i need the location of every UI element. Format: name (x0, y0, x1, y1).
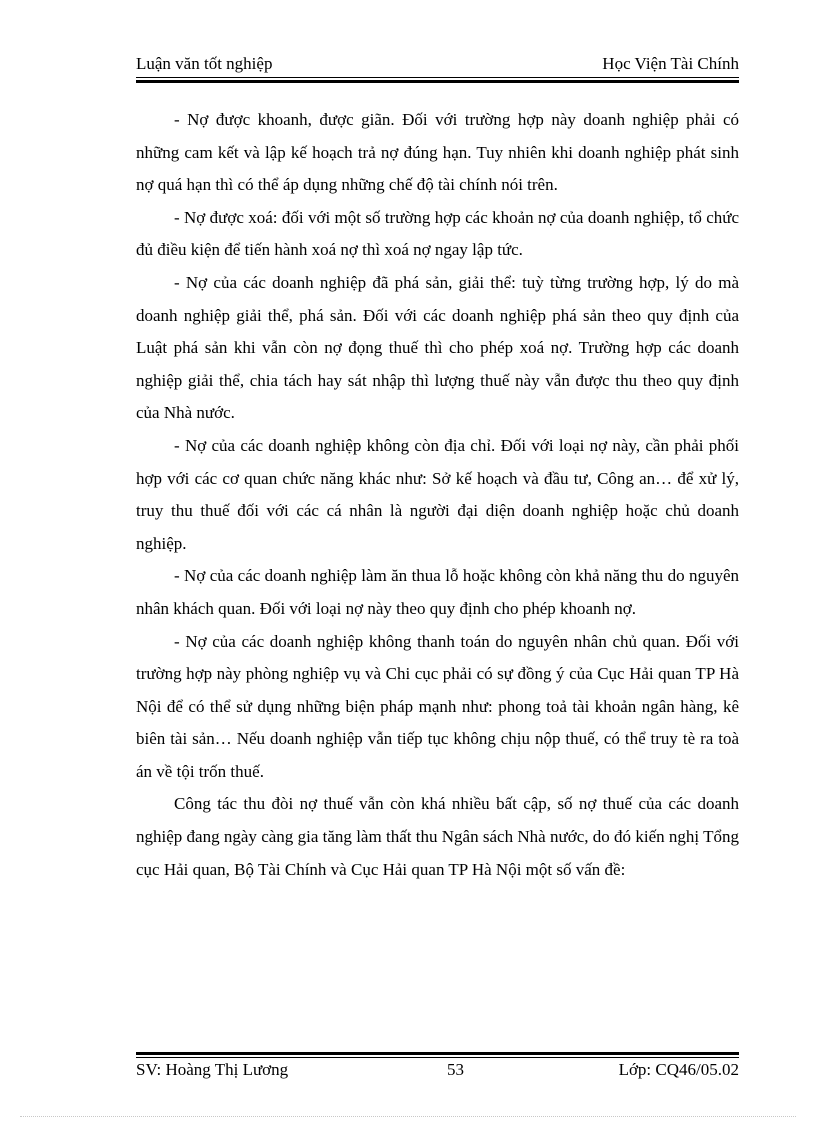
paragraph-debt-deferred: - Nợ được khoanh, được giãn. Đối với trường hợp này doanh nghiệp phải có những cam kết và lập kế hoạch trả nợ đúng hạn. Tuy nhiên khi doanh nghiệp phát sinh nợ quá hạn thì có thể áp dụng những chế độ tài chính nói trên. (136, 110, 739, 195)
header-thesis-title: Luận văn tốt nghiệp (136, 54, 273, 73)
paragraph-debt-cancelled: - Nợ được xoá: đối với một số trường hợp các khoản nợ của doanh nghiệp, tổ chức đủ điều kiện để tiến hành xoá nợ thì xoá nợ ngay lập tức. (136, 207, 739, 260)
page-bottom-edge (20, 1116, 796, 1117)
page-header (136, 52, 739, 78)
paragraph-debt-no-address: - Nợ của các doanh nghiệp không còn địa chỉ. Đối với loại nợ này, cần phải phối hợp với các cơ quan chức năng khác như: Sở kế hoạch và đầu tư, Công an… để xử lý, truy thu thuế đối với các cá nhân là người đại diện doanh nghiệp hoặc chủ doanh nghiệp. (136, 435, 739, 553)
footer-divider-thick (136, 1052, 739, 1055)
page-footer (136, 1060, 739, 1086)
footer-page-number: 53 (447, 1060, 464, 1079)
main-text (136, 104, 739, 886)
paragraph-conclusion: Công tác thu đòi nợ thuế vẫn còn khá nhiều bất cập, số nợ thuế của các doanh nghiệp đang ngày càng gia tăng làm thất thu Ngân sách Nhà nước, do đó kiến nghị Tổng cục Hải quan, Bộ Tài Chính và Cục Hải quan TP Hà Nội một số vấn đề: (136, 794, 739, 879)
footer-class-code: Lớp: CQ46/05.02 (618, 1060, 739, 1079)
paragraph-debt-bankrupt: - Nợ của các doanh nghiệp đã phá sản, giải thể: tuỳ từng trường hợp, lý do mà doanh nghiệp giải thể, phá sản. Đối với các doanh nghiệp phá sản theo quy định của Luật phá sản khi vẫn còn nợ đọng thuế thì cho phép xoá nợ. Trường hợp các doanh nghiệp giải thể, chia tách hay sát nhập thì lượng thuế này vẫn được thu theo quy định của Nhà nước. (136, 272, 739, 423)
header-divider-thin (136, 77, 739, 78)
header-institution: Học Viện Tài Chính (602, 54, 739, 73)
paragraph-debt-subjective: - Nợ của các doanh nghiệp không thanh toán do nguyên nhân chủ quan. Đối với trường hợp này phòng nghiệp vụ và Chi cục phải có sự đồng ý của Cục Hải quan TP Hà Nội để có thể sử dụng những biện pháp mạnh như: phong toả tài khoản ngân hàng, kê biên tài sản… Nếu doanh nghiệp vẫn tiếp tục không chịu nộp thuế, có thể truy tè ra toà án về tội trốn thuế. (136, 631, 739, 781)
paragraph-debt-objective-loss: - Nợ của các doanh nghiệp làm ăn thua lỗ hoặc không còn khả năng thu do nguyên nhân khách quan. Đối với loại nợ này theo quy định cho phép khoanh nợ. (136, 566, 739, 618)
footer-divider-thin (136, 1057, 739, 1058)
footer-student-name: SV: Hoàng Thị Lương (136, 1060, 289, 1079)
header-divider-thick (136, 80, 739, 83)
